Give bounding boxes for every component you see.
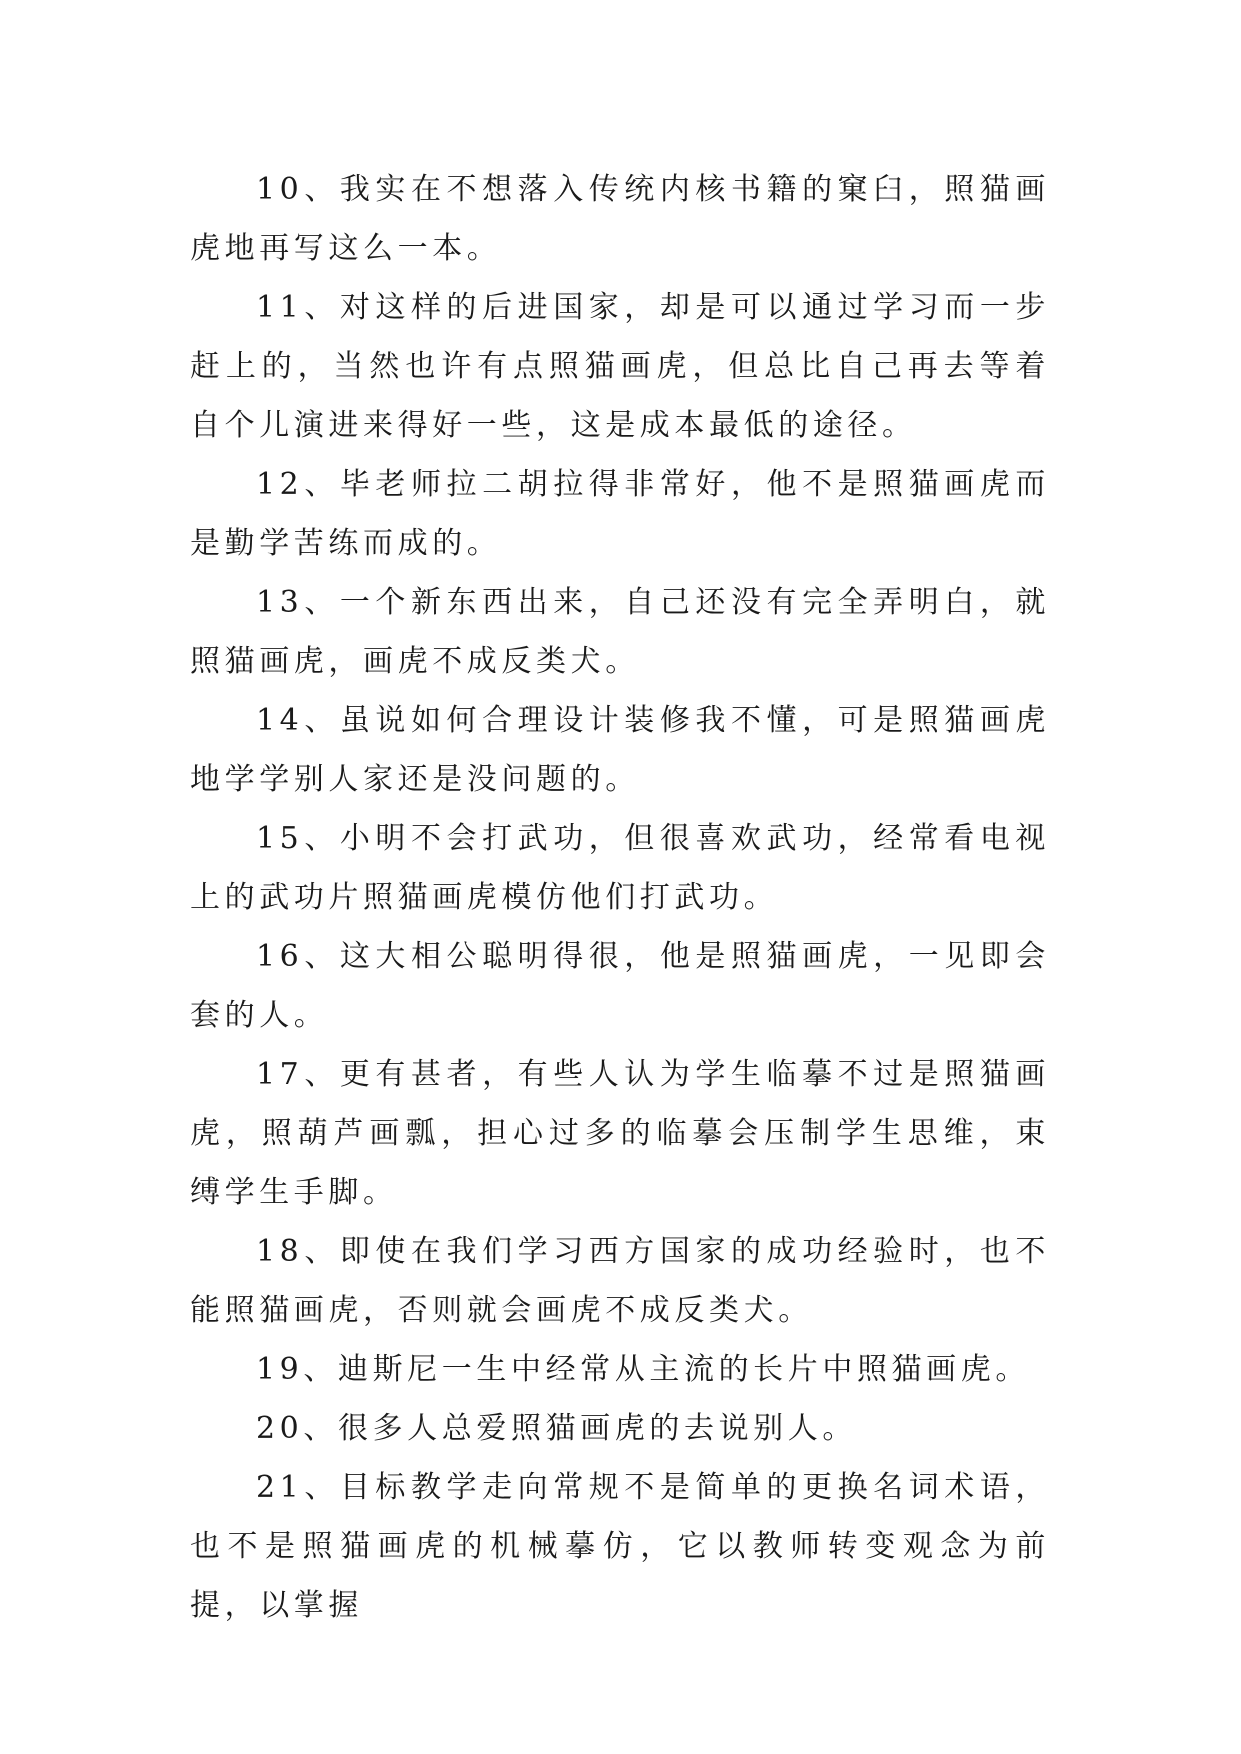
paragraph-19: 19、迪斯尼一生中经常从主流的长片中照猫画虎。 (256, 1352, 1030, 1387)
paragraph-16: 16、这大相公聪明得很，他是照猫画虎，一见即会套的人。 (190, 939, 1050, 1033)
paragraph-12: 12、毕老师拉二胡拉得非常好，他不是照猫画虎而是勤学苦练而成的。 (190, 467, 1050, 561)
paragraph-14: 14、虽说如何合理设计装修我不懂，可是照猫画虎地学学别人家还是没问题的。 (190, 703, 1050, 797)
paragraph-11: 11、对这样的后进国家，却是可以通过学习而一步赶上的，当然也许有点照猫画虎，但总比自己再去等着自个儿演进来得好一些，这是成本最低的途径。 (190, 290, 1050, 443)
paragraph-15: 15、小明不会打武功，但很喜欢武功，经常看电视上的武功片照猫画虎模仿他们打武功。 (190, 821, 1050, 915)
paragraph-21: 21、目标教学走向常规不是简单的更换名词术语，也不是照猫画虎的机械摹仿，它以教师转变观念为前提，以掌握 (190, 1470, 1050, 1623)
paragraph-18: 18、即使在我们学习西方国家的成功经验时，也不能照猫画虎，否则就会画虎不成反类犬。 (190, 1234, 1050, 1328)
document-body (190, 160, 1050, 1635)
paragraph-13: 13、一个新东西出来，自己还没有完全弄明白，就照猫画虎，画虎不成反类犬。 (190, 585, 1050, 679)
paragraph-20: 20、很多人总爱照猫画虎的去说别人。 (256, 1411, 857, 1446)
paragraph-17: 17、更有甚者，有些人认为学生临摹不过是照猫画虎，照葫芦画瓢，担心过多的临摹会压制学生思维，束缚学生手脚。 (190, 1057, 1050, 1210)
paragraph-10: 10、我实在不想落入传统内核书籍的窠臼，照猫画虎地再写这么一本。 (190, 172, 1050, 266)
